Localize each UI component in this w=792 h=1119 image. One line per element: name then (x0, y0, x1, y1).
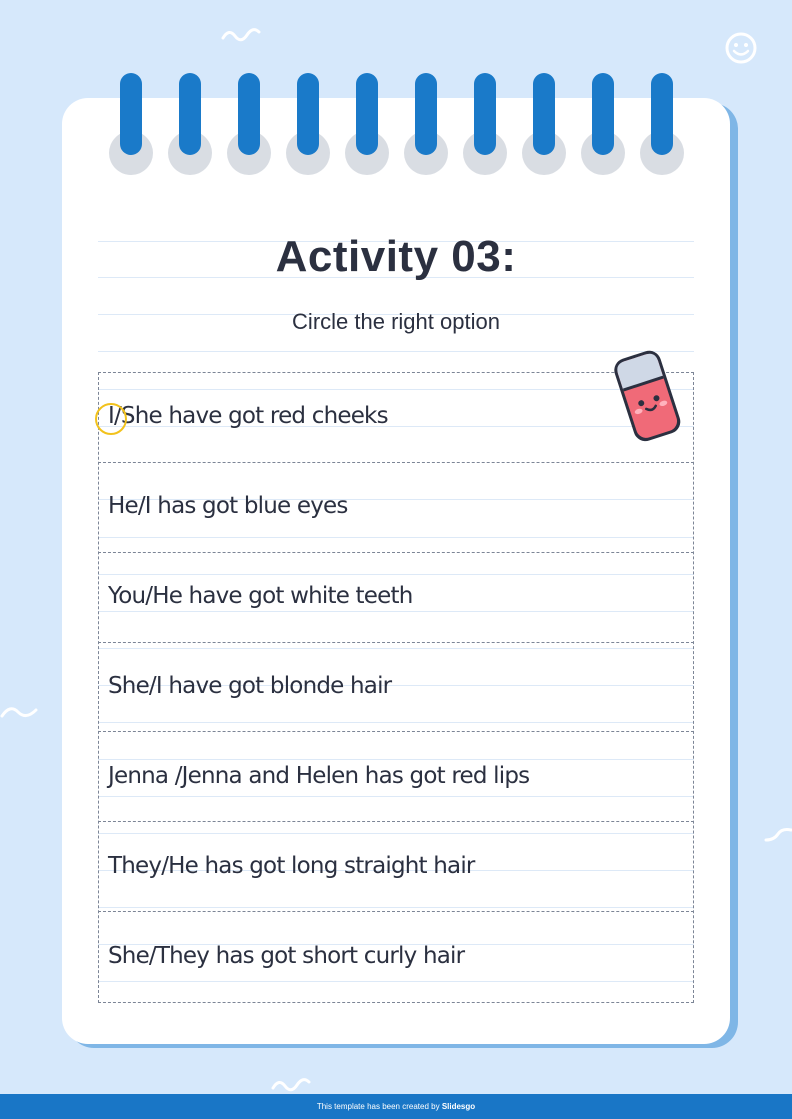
squiggle-left-decoration (0, 700, 40, 722)
squiggle-right-decoration (764, 826, 792, 846)
sentence-item: I/She have got red cheeks (108, 403, 388, 429)
row-separator (98, 731, 694, 732)
row-separator (98, 642, 694, 643)
footer-text: This template has been created by (316, 1102, 440, 1111)
sentence-item: She/I have got blonde hair (108, 673, 392, 699)
sentence-item: She/They has got short curly hair (108, 943, 465, 969)
smiley-face-icon (724, 31, 758, 65)
row-separator (98, 821, 694, 822)
binder-ring (533, 73, 555, 155)
binder-ring (238, 73, 260, 155)
example-circle-mark (95, 403, 127, 435)
binder-ring (179, 73, 201, 155)
sentence-item: Jenna /Jenna and Helen has got red lips (108, 763, 530, 789)
binder-ring (651, 73, 673, 155)
sentence-item: He/I has got blue eyes (108, 493, 348, 519)
instructions: Circle the right option (292, 309, 500, 334)
ruled-line (98, 351, 694, 352)
row-separator (98, 552, 694, 553)
binder-ring (120, 73, 142, 155)
footer-brand-link[interactable]: Slidesgo (441, 1102, 476, 1111)
binder-ring (592, 73, 614, 155)
row-separator (98, 911, 694, 912)
sentence-item: You/He have got white teeth (108, 583, 413, 609)
footer-bar (0, 1094, 792, 1119)
row-separator (98, 462, 694, 463)
sentence-item: They/He has got long straight hair (108, 853, 475, 879)
binder-ring (415, 73, 437, 155)
eraser-sticker-icon (606, 345, 688, 445)
binder-ring (474, 73, 496, 155)
squiggle-bottom-decoration (270, 1076, 312, 1094)
binder-ring (356, 73, 378, 155)
squiggle-top-decoration (220, 26, 262, 44)
binder-ring (297, 73, 319, 155)
page-title: Activity 03: (275, 232, 517, 281)
